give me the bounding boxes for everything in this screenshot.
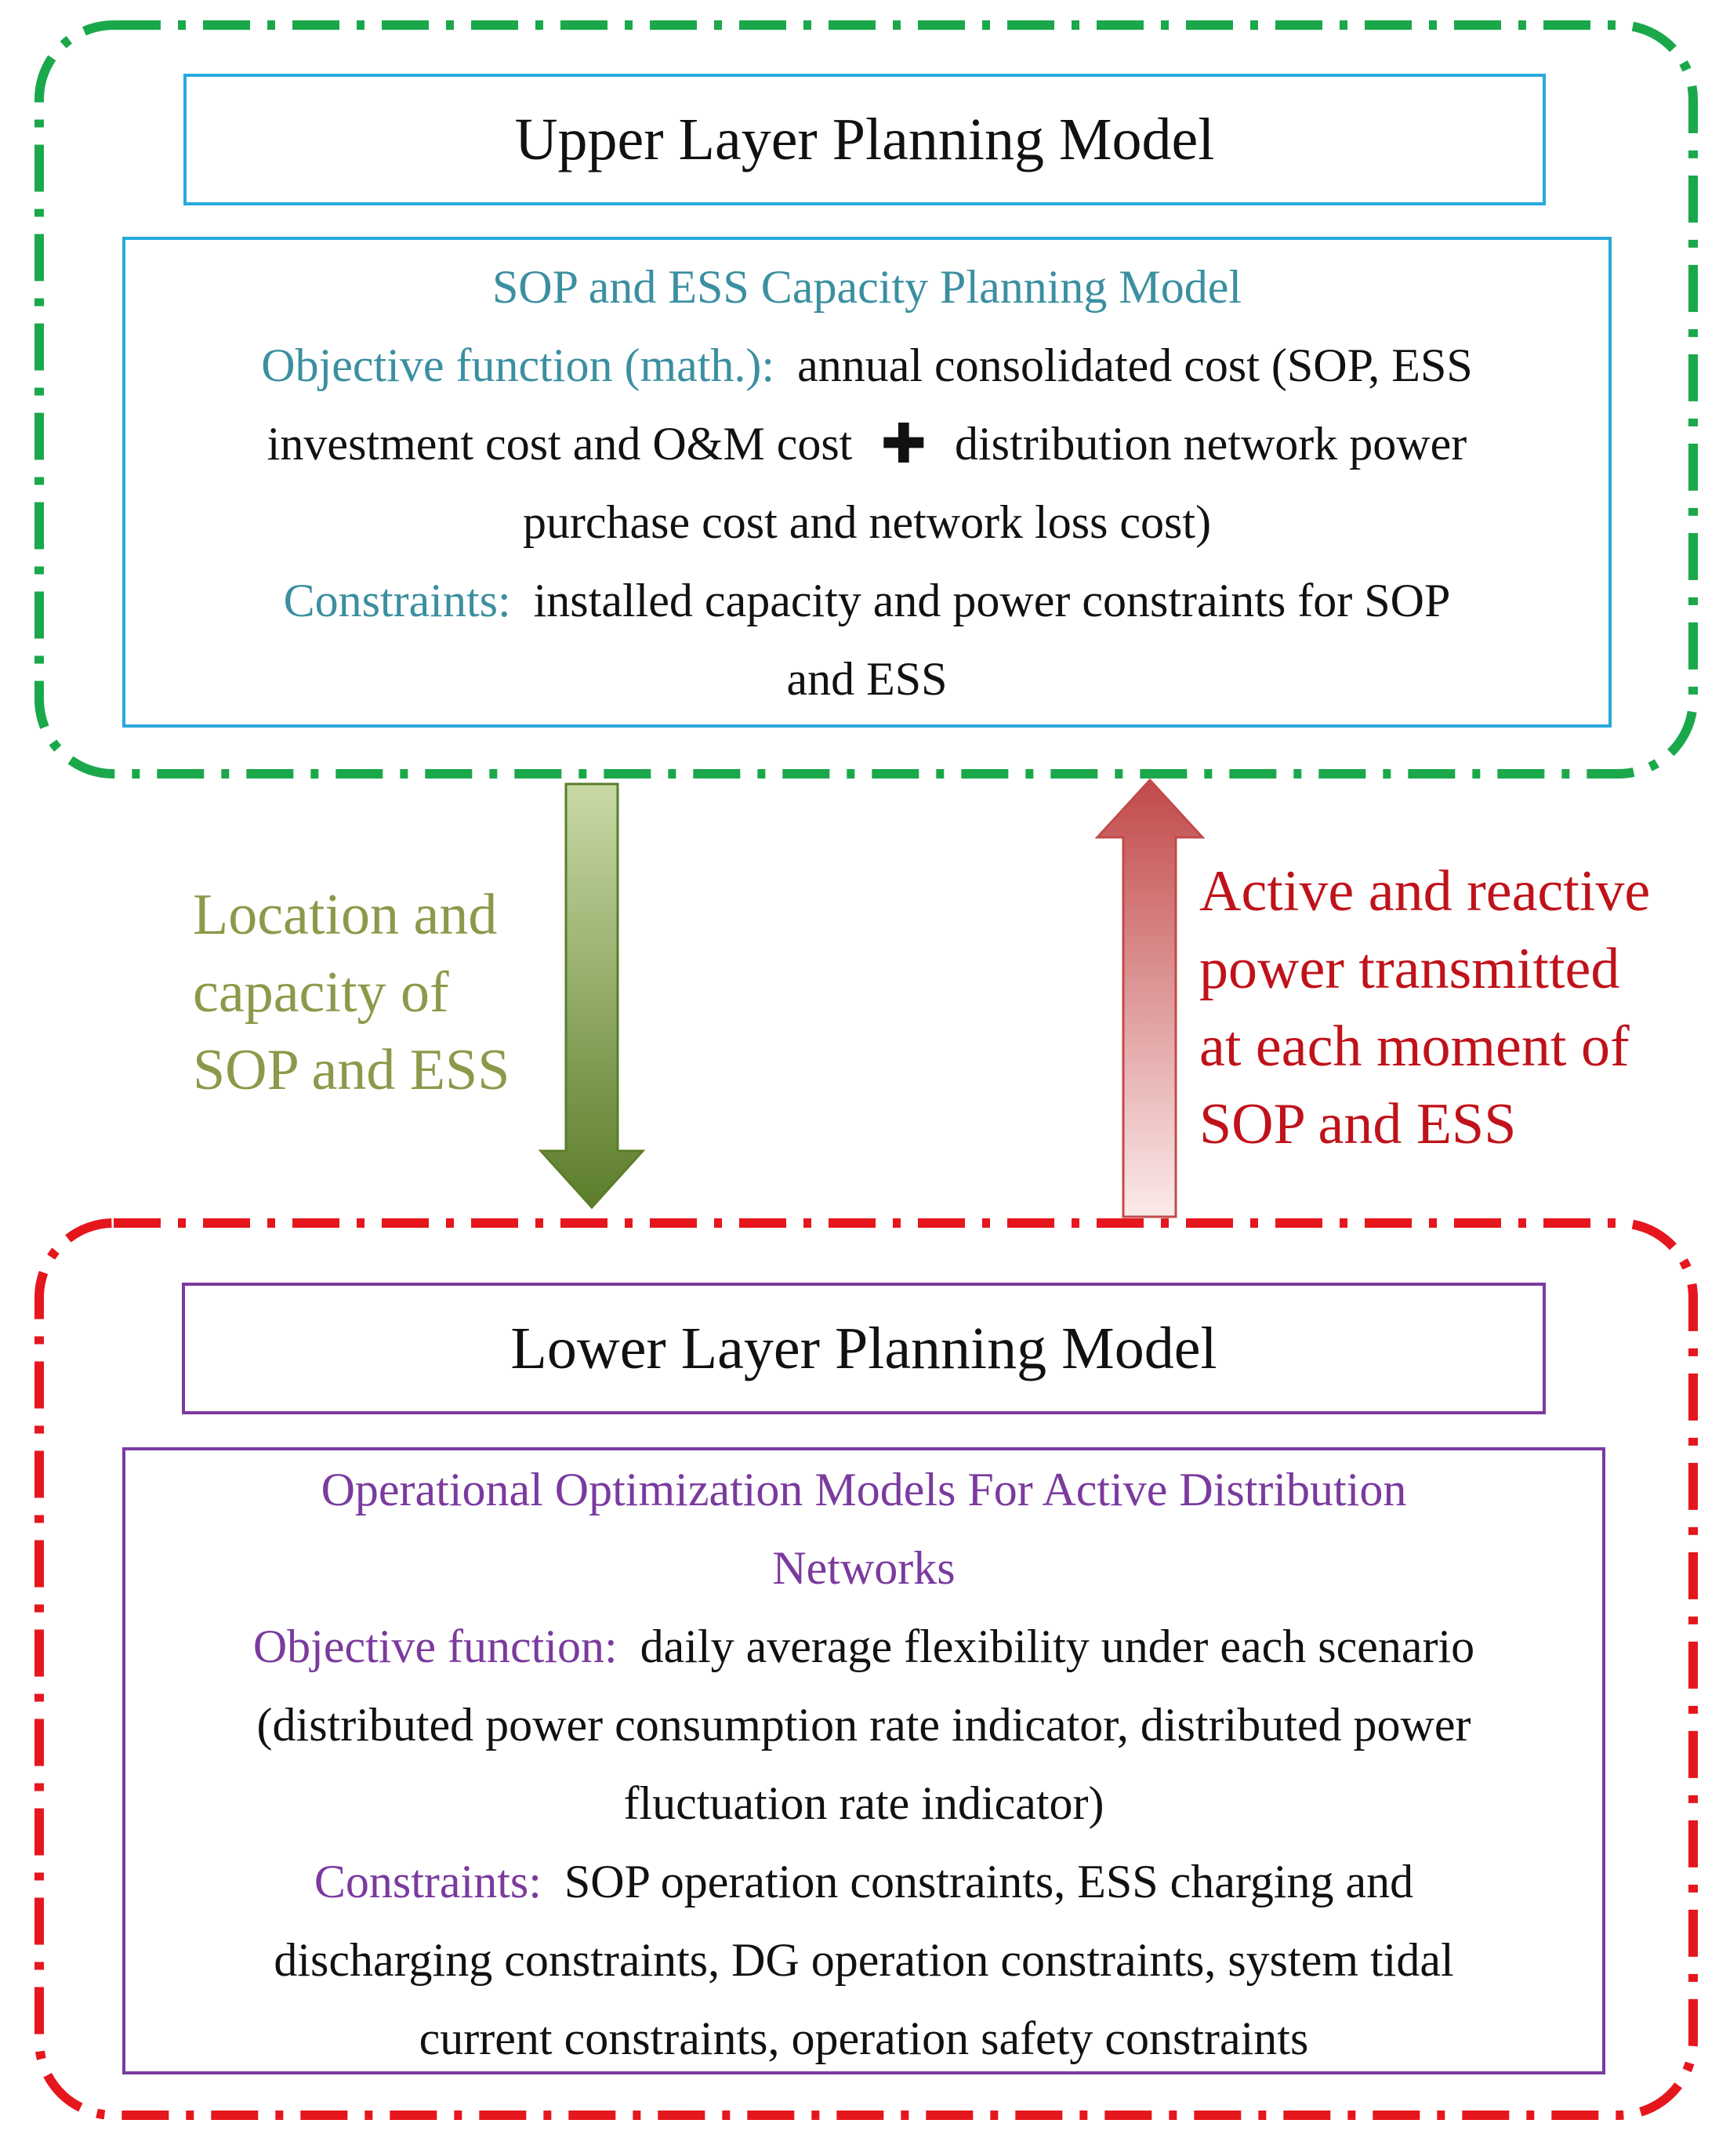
lower-objective-label: Objective function: <box>252 1621 618 1672</box>
up-arrow-text-line3: at each moment of <box>1199 1014 1630 1079</box>
lower-objective-line1 <box>125 1607 1602 1686</box>
upper-constraints-text1: installed capacity and power constraints for SOP <box>533 575 1451 626</box>
lower-objective-text1: daily average flexibility under each scenario <box>640 1621 1475 1672</box>
down-arrow-label <box>193 877 510 1109</box>
lower-constraints-line3: current constraints, operation safety constraints <box>419 2013 1309 2064</box>
upper-content-box <box>122 237 1612 728</box>
upper-objective-text2a: investment cost and O&M cost <box>267 418 853 470</box>
upper-title: Upper Layer Planning Model <box>514 106 1215 172</box>
lower-constraints-line2: discharging constraints, DG operation constraints, system tidal <box>274 1934 1454 1986</box>
up-arrow-text-line2: power transmitted <box>1199 937 1620 1001</box>
upper-objective-line3: purchase cost and network loss cost) <box>522 496 1212 548</box>
upper-objective-label: Objective function (math.): <box>261 339 775 391</box>
down-arrow <box>541 784 643 1207</box>
lower-objective-line2: (distributed power consumption rate indicator, distributed power <box>256 1699 1471 1751</box>
upper-constraints-line2: and ESS <box>786 653 948 705</box>
down-arrow-text-line2: capacity of <box>193 960 449 1025</box>
down-arrow-text-line3: SOP and ESS <box>193 1038 510 1102</box>
lower-constraints-line1 <box>125 1842 1602 1921</box>
upper-objective-text1: annual consolidated cost (SOP, ESS <box>797 339 1473 391</box>
lower-heading-line1: Operational Optimization Models For Active Distribution <box>321 1464 1407 1515</box>
up-arrow-text-line4: SOP and ESS <box>1199 1092 1517 1156</box>
plus-icon: ✚ <box>880 412 927 476</box>
upper-constraints-line1 <box>125 561 1608 640</box>
lower-objective-line3: fluctuation rate indicator) <box>623 1777 1104 1829</box>
lower-title-box <box>182 1283 1546 1414</box>
lower-heading-line2: Networks <box>772 1542 956 1594</box>
lower-constraints-label: Constraints: <box>314 1856 542 1907</box>
lower-title: Lower Layer Planning Model <box>510 1315 1217 1381</box>
upper-objective-line2 <box>125 405 1608 483</box>
up-arrow-label <box>1199 853 1650 1163</box>
upper-objective-text2b: distribution network power <box>955 418 1467 470</box>
upper-title-box <box>183 74 1546 205</box>
up-arrow-text-line1: Active and reactive <box>1199 859 1651 924</box>
upper-constraints-label: Constraints: <box>283 575 511 626</box>
up-arrow <box>1097 780 1202 1217</box>
lower-constraints-text1: SOP operation constraints, ESS charging and <box>564 1856 1414 1907</box>
upper-objective-line1 <box>125 326 1608 405</box>
down-arrow-text-line1: Location and <box>193 883 498 947</box>
lower-content-box <box>122 1447 1605 2074</box>
upper-heading: SOP and ESS Capacity Planning Model <box>491 261 1242 313</box>
